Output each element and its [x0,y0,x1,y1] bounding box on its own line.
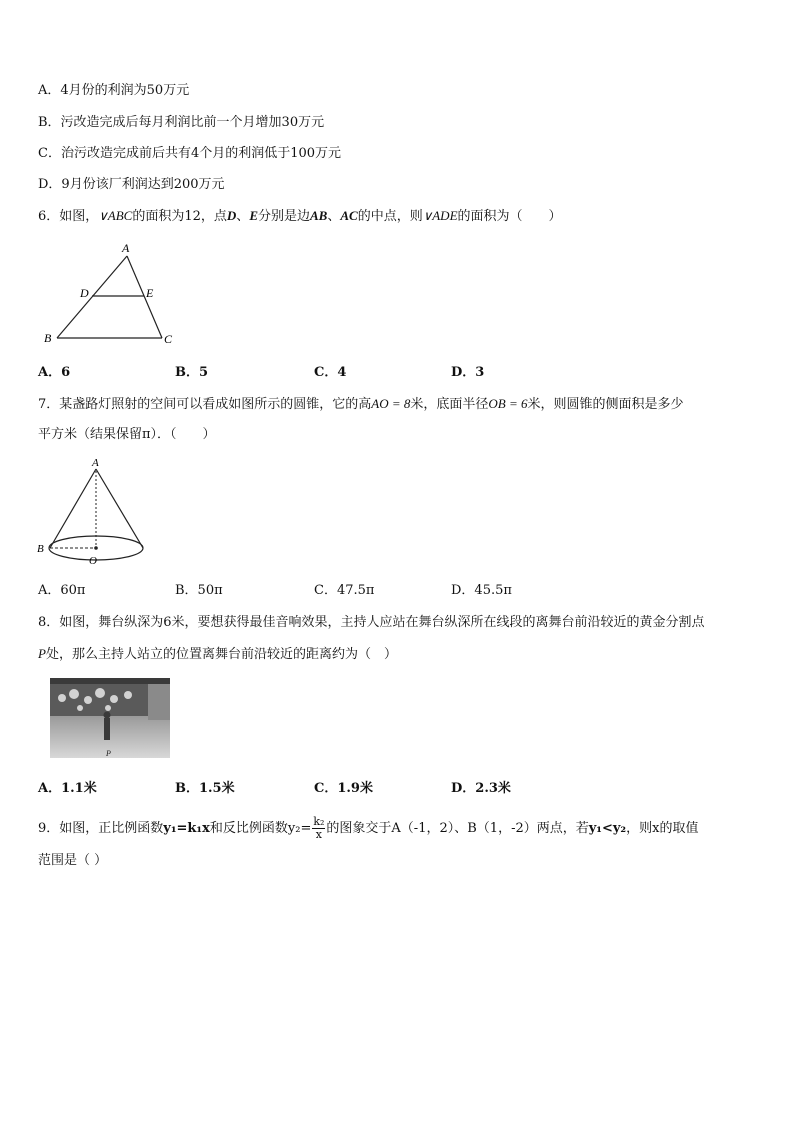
q7-option-d: D．45.5π [451,583,512,598]
q7-stem-line2: 平方米（结果保留π）．（ ） [38,427,216,442]
q7-stem-line1: 7．某盏路灯照射的空间可以看成如图所示的圆锥，它的高AO = 8米，底面半径OB = 6米，则圆锥的侧面积是多少 [38,396,684,412]
q5-option-a: A．4月份的利润为50万元 [38,83,190,98]
q6-label-d: D [80,286,89,300]
q9-stem-line1: 9．如图，正比例函数y₁=k₁x和反比例函数y₂= $\frac{\text{k₂}}{x}$ 的图象交于A（-1，2）、B（1，-2）两点，若y₁<y₂，则x的取值 [38,815,699,841]
q6-label-b: B [44,331,52,345]
q5-option-d: D．9月份该厂利润达到200万元 [38,177,225,192]
q6-label-c: C [164,332,173,346]
q7-option-c: C．47.5π [314,583,375,598]
q8-option-d: D．2.3米 [451,781,511,796]
q8-stage-photo [50,678,170,758]
q6-option-d: D．3 [451,365,485,380]
q8-option-c: C．1.9米 [314,781,373,796]
q7-label-a: A [92,457,99,469]
q7-label-o: O [89,555,97,567]
q8-stem-line1: 8．如图，舞台纵深为6米，要想获得最佳音响效果，主持人应站在舞台纵深所在线段的离舞台前沿较近的黄金分割点 [38,615,705,630]
q7-option-a: A．60π [38,583,86,598]
q7-cone-figure [34,455,154,570]
q6-option-a: A．6 [38,365,71,380]
q6-option-b: B．5 [175,365,209,380]
q8-photo-label-p: P [106,749,111,758]
q5-option-b: B．污改造完成后每月利润比前一个月增加30万元 [38,115,325,130]
q6-stem: 6．如图，∨ABC的面积为12，点D、E分别是边AB、AC的中点，则∨ADE的面积为（ ） [38,208,562,224]
q7-option-b: B．50π [175,583,223,598]
q6-option-c: C．4 [314,365,347,380]
q8-option-b: B．1.5米 [175,781,235,796]
q6-triangle-figure [40,240,180,350]
q9-fraction: $\frac{\text{k₂}}{x}$ [313,815,325,841]
q7-label-b: B [37,543,44,555]
q5-option-c: C．治污改造完成前后共有4个月的利润低于100万元 [38,146,342,161]
q9-stem-line2: 范围是（ ） [38,853,108,868]
q8-option-a: A．1.1米 [38,781,97,796]
q8-stem-line2: P处，那么主持人站立的位置离舞台前沿较近的距离约为（ ） [38,646,397,662]
q6-label-e: E [146,286,154,300]
q6-label-a: A [122,241,130,255]
